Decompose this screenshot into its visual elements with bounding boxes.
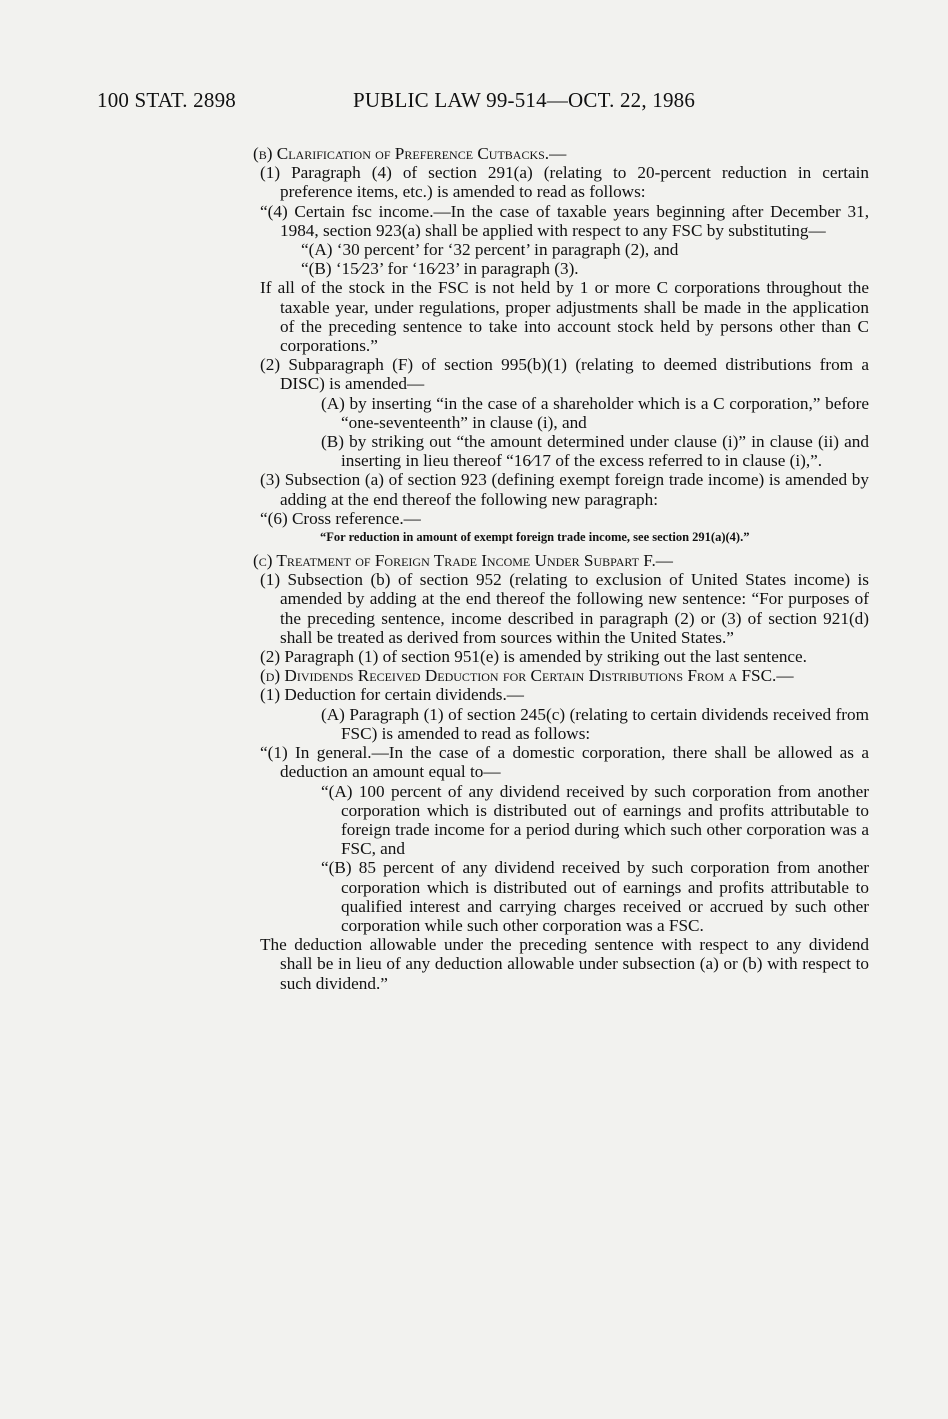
paragraph-c2: (2) Paragraph (1) of section 951(e) is amended by striking out the last sentence.: [260, 647, 807, 667]
paragraph-d1a: (A) Paragraph (1) of section 245(c) (relating to certain dividends received from FSC) is amended to read as follows:: [321, 704, 869, 743]
paragraph-b2a: (A) by inserting “in the case of a shareholder which is a C corporation,” before “one-seventeenth” in clause (i), and: [321, 393, 869, 432]
stat-reference: 100 STAT. 2898: [97, 88, 236, 112]
paragraph-d1a-closing: The deduction allowable under the preceding sentence with respect to any dividend shall be in lieu of any deduction allowable under subsection (a) or (b) with respect to such dividend.”: [260, 935, 869, 993]
paragraph-b3: (3) Subsection (a) of section 923 (defining exempt foreign trade income) is amended by adding at the end thereof the following new paragraph:: [260, 470, 869, 509]
paragraph-d1a-1a: “(A) 100 percent of any dividend received by such corporation from another corporation which is distributed out of earnings and profits attributable to foreign trade income for a period during which such other corporation was a FSC, and: [321, 781, 869, 859]
paragraph-c1: (1) Subsection (b) of section 952 (relating to exclusion of United States income) is amended by adding at the end thereof the following new sentence: “For purposes of the preceding sentence, income described in paragraph (2) or (3) of section 921(d) shall be treated as derived from sources within the United States.”: [260, 570, 869, 647]
cross-reference-note: “For reduction in amount of exempt foreign trade income, see section 291(a)(4).”: [320, 530, 750, 545]
law-reference: PUBLIC LAW 99-514—OCT. 22, 1986: [353, 88, 696, 112]
paragraph-b2b: (B) by striking out “the amount determined under clause (i)” in clause (ii) and inserting in lieu thereof “16⁄17 of the excess referred to in clause (i),”.: [321, 432, 869, 471]
paragraph-d1a-1: “(1) In general.—In the case of a domestic corporation, there shall be allowed as a deduction an amount equal to—: [260, 743, 869, 782]
paragraph-b1-4a: “(A) ‘30 percent’ for ‘32 percent’ in paragraph (2), and: [301, 240, 679, 260]
paragraph-b1-4: “(4) Certain fsc income.—In the case of taxable years beginning after December 31, 1984, section 923(a) shall be applied with respect to any FSC by substituting—: [260, 201, 869, 240]
paragraph-b1: (1) Paragraph (4) of section 291(a) (relating to 20-percent reduction in certain preference items, etc.) is amended to read as follows:: [260, 163, 869, 202]
section-heading-d: (d) Dividends Received Deduction for Certain Distributions From a FSC.—: [260, 666, 794, 686]
paragraph-b2: (2) Subparagraph (F) of section 995(b)(1) (relating to deemed distributions from a DISC) is amended—: [260, 355, 869, 394]
paragraph-d1: (1) Deduction for certain dividends.—: [260, 685, 524, 705]
paragraph-b1-closing: If all of the stock in the FSC is not held by 1 or more C corporations throughout the taxable year, under regulations, proper adjustments shall be made in the application of the preceding sentence to take into account stock held by persons other than C corporations.”: [260, 278, 869, 356]
section-heading-b: (b) Clarification of Preference Cutbacks.—: [253, 144, 567, 163]
document-body: [233, 144, 869, 993]
paragraph-b3-6: “(6) Cross reference.—: [260, 508, 421, 528]
paragraph-d1a-1b: “(B) 85 percent of any dividend received by such corporation from another corporation which is distributed out of earnings and profits attributable to qualified interest and carrying charges received or accrued by such other corporation while such other corporation was a FSC.: [321, 858, 869, 935]
paragraph-b1-4b: “(B) ‘15⁄23’ for ‘16⁄23’ in paragraph (3).: [301, 259, 579, 279]
section-heading-c: (c) Treatment of Foreign Trade Income Under Subpart F.—: [253, 551, 673, 571]
